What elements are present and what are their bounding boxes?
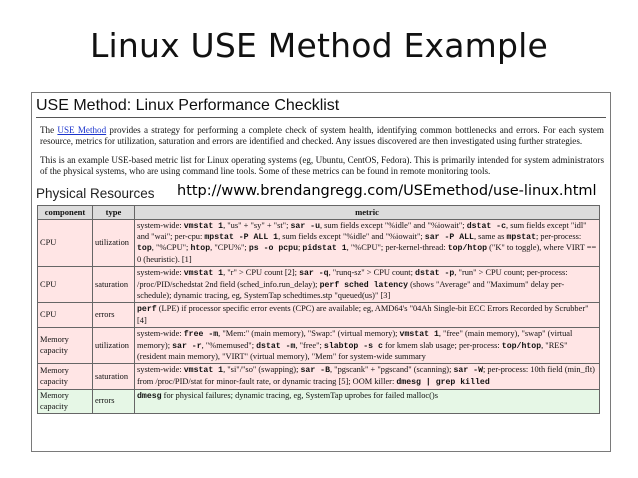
metric-text: , "run" > CPU count; per-process: /proc/PID/schedstat 2nd field (sched_info.run_delay); — [137, 268, 568, 289]
component-cell: CPU — [38, 219, 93, 267]
metric-text: , sum fields except "%idle" and "%iowait"; — [319, 220, 467, 230]
command-text: sar -W — [453, 366, 483, 376]
table-row — [38, 390, 600, 414]
command-text: mpstat — [506, 233, 536, 242]
command-text: perf sched latency — [319, 280, 409, 290]
component-cell: Memory capacity — [38, 364, 93, 390]
metric-text: , "Mem:" (main memory), "Swap:" (virtual memory); — [218, 329, 400, 339]
command-text: sar -q — [299, 269, 329, 279]
table-row — [38, 328, 600, 364]
metric-text: for kmem slab usage; per-process: — [382, 340, 502, 350]
section-heading: Physical Resources — [36, 186, 155, 202]
command-text: sar -P ALL — [424, 233, 474, 242]
command-text: slabtop -s c — [323, 341, 383, 351]
column-header-component: component — [38, 206, 93, 219]
metric-text: for physical failures; dynamic tracing, eg, SystemTap uprobes for failed malloc()s — [161, 391, 438, 401]
component-cell: Memory capacity — [38, 328, 93, 364]
command-text: vmstat 1 — [183, 366, 224, 376]
metric-cell — [135, 219, 600, 267]
metric-text: , "pgscank" + "pgscand" (scanning); — [329, 365, 454, 375]
type-cell: saturation — [93, 267, 135, 303]
command-text: top/htop — [501, 341, 542, 351]
command-text: dstat -m — [256, 341, 296, 351]
metric-text: , "free" (main memory), "swap" (virtual memory); — [137, 329, 573, 350]
metric-text: (LPE) if processor specific error events (CPC) are available; eg, AMD64's "04Ah Single-bit ECC Errors Recorded by Scrubber" [4] — [137, 304, 589, 325]
metric-text: , "%memused"; — [201, 340, 257, 350]
metric-text: , "RES" (resident main memory), "VIRT" (virtual memory), "Mem" for system-wide summary — [137, 340, 568, 362]
metric-text: , "runq-sz" > CPU count; — [328, 268, 416, 278]
page-heading: USE Method: Linux Performance Checklist — [36, 97, 340, 114]
command-text: free -m — [183, 330, 219, 340]
metric-cell — [135, 303, 600, 328]
metric-text: , "r" > CPU count [2]; — [223, 268, 300, 278]
checklist-table — [37, 205, 600, 414]
table-header-row — [38, 206, 600, 219]
command-text: pidstat 1 — [302, 244, 347, 254]
intro-text-rest: provides a strategy for performing a complete check of system health, identifying common bottlenecks and errors. For each system resource, metrics for utilization, saturation and errors are identified and checked. Any issues discovered are then investigated using further strategies. — [40, 125, 604, 147]
metric-text: (shows "Average" and "Maximum" delay per-schedule); dynamic tracing, eg, SystemTap schedtimes.stp "queued(us)" [3] — [137, 279, 565, 301]
command-text: vmstat 1 — [183, 269, 224, 279]
command-text: top/htop — [447, 244, 488, 254]
type-cell: utilization — [93, 219, 135, 267]
metric-text: system-wide: — [137, 329, 184, 339]
type-cell: errors — [93, 303, 135, 328]
metric-cell — [135, 364, 600, 390]
command-text: dmesg | grep killed — [396, 377, 490, 387]
metric-text: , sum fields except "idl" and "wai"; per-cpu: — [137, 220, 587, 241]
metric-text: , same as — [473, 232, 507, 241]
table-row — [38, 267, 600, 303]
metric-text: , "%CPU"; per-kernel-thread: — [346, 243, 448, 253]
metric-text: , "free"; — [295, 340, 324, 350]
metric-text: , "us" + "sy" + "st"; — [223, 220, 291, 230]
webpage-screenshot — [31, 92, 611, 452]
command-text: dmesg — [137, 392, 162, 402]
metric-text: ; per-process: — [535, 232, 582, 241]
command-text: mpstat -P ALL 1 — [204, 233, 279, 242]
metric-text: , "si"/"so" (swapping); — [223, 365, 301, 375]
column-header-type: type — [93, 206, 135, 219]
metric-text: system-wide: — [137, 365, 184, 375]
metric-text: , sum fields except "%idle" and "%iowait"; — [278, 232, 425, 241]
metric-text: system-wide: — [137, 220, 184, 230]
table-row — [38, 364, 600, 390]
table-row — [38, 303, 600, 328]
command-text: dstat -p — [415, 269, 455, 279]
intro-paragraph — [40, 125, 604, 148]
heading-divider — [36, 117, 606, 118]
intro-text-start: The — [40, 125, 58, 135]
component-cell: CPU — [38, 267, 93, 303]
metric-text: ; per-process: 10th field (min_flt) from /proc/PID/stat for minor-fault rate, or dynamic tracing [5]; OOM killer: — [137, 365, 595, 386]
table-row — [38, 219, 600, 267]
component-cell: CPU — [38, 303, 93, 328]
type-cell: utilization — [93, 328, 135, 364]
command-text: perf — [137, 305, 157, 315]
type-cell: errors — [93, 390, 135, 414]
table-body — [38, 219, 600, 414]
metric-cell — [135, 390, 600, 414]
metric-text: system-wide: — [137, 268, 184, 278]
command-text: vmstat 1 — [399, 330, 439, 340]
metric-text: , "CPU%"; — [210, 243, 249, 253]
type-cell: saturation — [93, 364, 135, 390]
component-cell: Memory capacity — [38, 390, 93, 414]
command-text: top — [137, 244, 152, 254]
metric-cell — [135, 267, 600, 303]
column-header-metric: metric — [135, 206, 600, 219]
command-text: sar -r — [172, 341, 202, 351]
command-text: sar -B — [300, 366, 330, 376]
slide-title: Linux USE Method Example — [89, 26, 549, 65]
metric-text: ; — [297, 243, 303, 253]
use-method-link[interactable]: USE Method — [57, 125, 107, 135]
command-text: ps -o pcpu — [248, 244, 298, 254]
description-paragraph: This is an example USE-based metric list for Linux operating systems (eg, Ubuntu, CentOS, Fedora). This is primarily intended for system administrators of the physical systems, who are using command line tools. Some of these metrics can be found in remote monitoring tools. — [40, 154, 604, 176]
metric-text: ("K" to toggle), where VIRT == 0 (heuristic). [1] — [137, 243, 597, 264]
source-url: http://www.brendangregg.com/USEmethod/use-linux.html — [177, 183, 597, 200]
command-text: htop — [190, 244, 211, 254]
section-row — [32, 183, 610, 205]
command-text: vmstat 1 — [183, 221, 224, 231]
metric-text: , "%CPU"; — [151, 243, 191, 253]
command-text: dstat -c — [466, 221, 507, 231]
metric-cell — [135, 328, 600, 364]
command-text: sar -u — [290, 221, 320, 231]
